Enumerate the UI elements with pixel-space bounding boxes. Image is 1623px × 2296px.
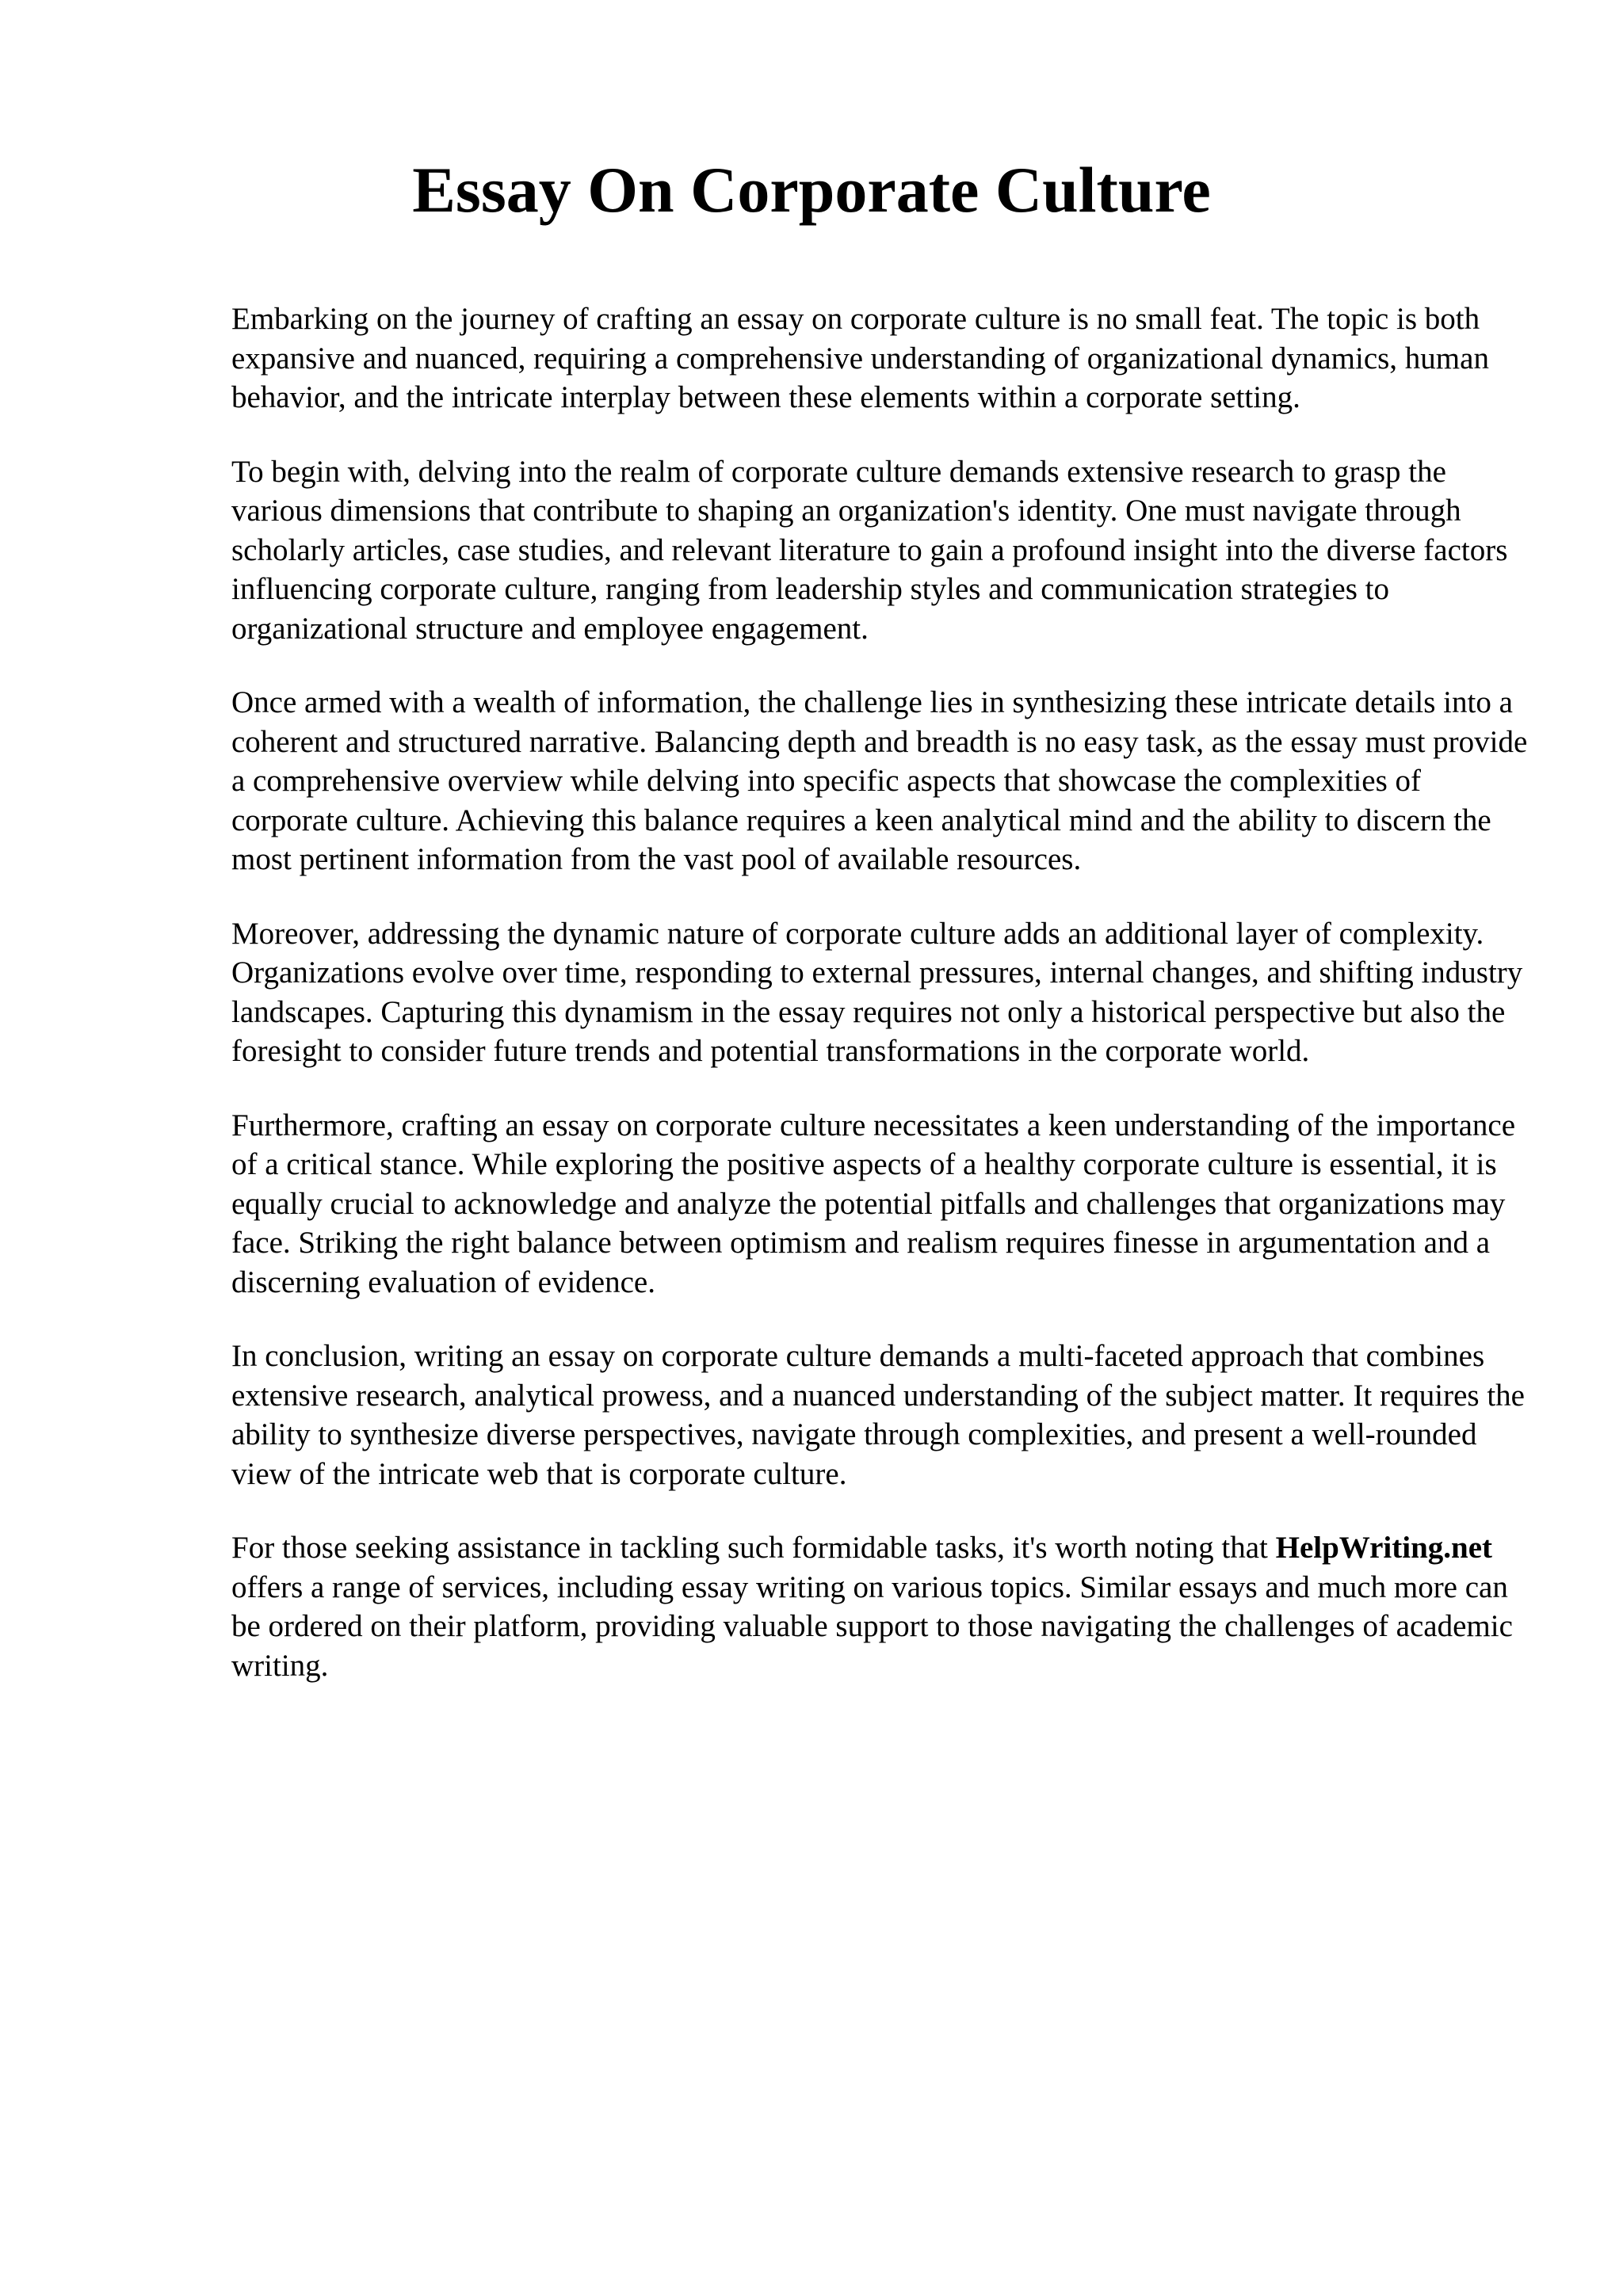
brand-name: HelpWriting.net — [1275, 1531, 1493, 1565]
paragraph-6: In conclusion, writing an essay on corporate culture demands a multi-faceted approach that combines extensive research, analytical prowess, and a nuanced understanding of the subject matter. It requires the ability to synthesize diverse perspectives, navigate through complexities, and present a well-rounded view of the intricate web that is corporate culture. — [231, 1339, 1525, 1491]
paragraph-1: Embarking on the journey of crafting an essay on corporate culture is no small feat. The topic is both expansive and nuanced, requiring a comprehensive understanding of organizational dynamics, human behavior, and the intricate interplay between these elements within a corporate setting. — [231, 302, 1489, 414]
closing-text-after: offers a range of services, including essay writing on various topics. Similar essays and much more can be ordered on their platform, providing valuable support to those navigating the challenges of academic writing. — [231, 1569, 1513, 1683]
page-title: Essay On Corporate Culture — [412, 154, 1211, 226]
closing-paragraph — [231, 1528, 1531, 1685]
paragraph-5: Furthermore, crafting an essay on corporate culture necessitates a keen understanding of the importance of a critical stance. While exploring the positive aspects of a healthy corporate culture is essential, it is equally crucial to acknowledge and analyze the potential pitfalls and challenges that organizations may face. Striking the right balance between optimism and realism requires finesse in argumentation and a discerning evaluation of evidence. — [231, 1108, 1516, 1299]
closing-text-before: For those seeking assistance in tackling such formidable tasks, it's worth noting that — [231, 1531, 1276, 1565]
essay-body — [231, 299, 1531, 1685]
paragraph-4: Moreover, addressing the dynamic nature of corporate culture adds an additional layer of complexity. Organizations evolve over time, responding to external pressures, internal changes, and shifting industry landscapes. Capturing this dynamism in the essay requires not only a historical perspective but also the foresight to consider future trends and potential transformations in the corporate world. — [231, 916, 1523, 1068]
paragraph-3: Once armed with a wealth of information, the challenge lies in synthesizing these intricate details into a coherent and structured narrative. Balancing depth and breadth is no easy task, as the essay must provide a comprehensive overview while delving into specific aspects that showcase the complexities of corporate culture. Achieving this balance requires a keen analytical mind and the ability to discern the most pertinent information from the vast pool of available resources. — [231, 685, 1528, 876]
paragraph-2: To begin with, delving into the realm of corporate culture demands extensive research to grasp the various dimensions that contribute to shaping an organization's identity. One must navigate through scholarly articles, case studies, and relevant literature to gain a profound insight into the diverse factors influencing corporate culture, ranging from leadership styles and communication strategies to organizational structure and employee engagement. — [231, 454, 1508, 646]
